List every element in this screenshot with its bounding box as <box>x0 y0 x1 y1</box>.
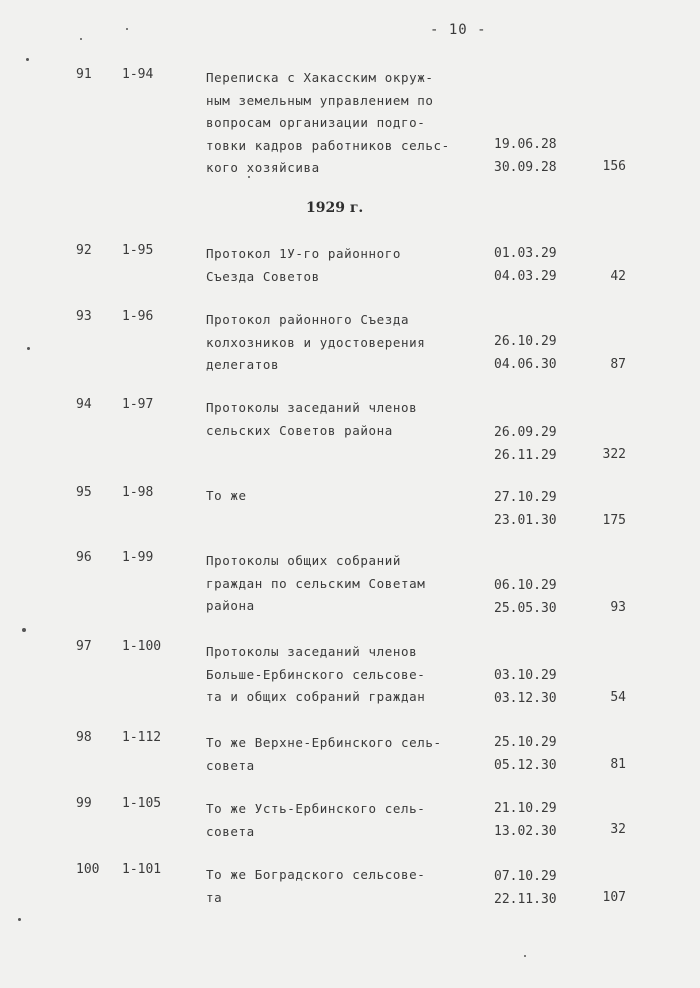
entry-title <box>206 309 425 377</box>
entry-dates <box>494 665 557 710</box>
entry-dates <box>494 243 557 288</box>
entry-code: 1-105 <box>122 796 162 811</box>
title-line: колхозников и удостоверения <box>206 334 426 350</box>
date-end: 25.05.30 <box>494 600 557 616</box>
entry-number: 97 <box>76 639 92 654</box>
entry-dates <box>494 487 557 532</box>
title-line: То же Верхне-Ербинского сель- <box>206 735 442 750</box>
entry-code: 1-97 <box>122 397 154 412</box>
entry-number: 95 <box>76 485 92 500</box>
date-start: 01.03.29 <box>494 246 557 261</box>
sheet-count: 93 <box>610 600 626 615</box>
sheet-count: 42 <box>610 269 626 284</box>
date-start: 07.10.29 <box>494 869 557 884</box>
entry-code: 1-94 <box>122 67 154 82</box>
date-start: 26.09.29 <box>494 425 557 440</box>
title-line: Переписка с Хакасским окруж- <box>206 70 434 85</box>
date-start: 27.10.29 <box>494 490 557 505</box>
title-line: та и общих собраний граждан <box>206 689 426 704</box>
entry-title <box>206 641 425 709</box>
entry-title <box>206 67 450 180</box>
date-start: 25.10.29 <box>494 735 557 750</box>
sheet-count: 87 <box>610 357 626 372</box>
entry-title <box>206 864 425 909</box>
entry-number: 100 <box>76 862 100 877</box>
entry-code: 1-100 <box>122 639 162 654</box>
date-end: 04.06.30 <box>494 356 557 372</box>
title-line: кого хозяйсива <box>206 160 320 175</box>
title-line: граждан по сельским Советам <box>206 575 426 591</box>
title-line: района <box>206 598 255 613</box>
title-line: вопросам организации подго- <box>206 115 426 130</box>
date-end: 04.03.29 <box>494 268 557 284</box>
entry-title <box>206 485 247 508</box>
title-line: То же Боградского сельсове- <box>206 867 426 882</box>
scan-speck <box>80 38 82 40</box>
sheet-count: 54 <box>610 690 626 705</box>
entry-code: 1-96 <box>122 309 154 324</box>
date-start: 21.10.29 <box>494 801 557 816</box>
entry-title <box>206 243 401 288</box>
date-end: 05.12.30 <box>494 757 557 773</box>
scan-speck <box>126 28 128 30</box>
entry-title <box>206 798 425 843</box>
date-end: 03.12.30 <box>494 690 557 706</box>
entry-number: 91 <box>76 67 92 82</box>
date-start: 26.10.29 <box>494 334 557 349</box>
entry-title <box>206 397 417 442</box>
entry-number: 98 <box>76 730 92 745</box>
title-line: То же <box>206 488 247 503</box>
title-line: та <box>206 889 223 905</box>
scan-speck <box>524 955 526 957</box>
sheet-count: 156 <box>602 159 626 174</box>
entry-code: 1-101 <box>122 862 162 877</box>
date-start: 06.10.29 <box>494 578 557 593</box>
title-line: Протокол районного Съезда <box>206 312 410 327</box>
sheet-count: 107 <box>602 890 626 905</box>
sheet-count: 81 <box>610 757 626 772</box>
entry-code: 1-112 <box>122 730 162 745</box>
entry-number: 94 <box>76 397 92 412</box>
entry-dates <box>494 866 557 911</box>
sheet-count: 175 <box>602 513 626 528</box>
title-line: делегатов <box>206 357 280 372</box>
title-line: То же Усть-Ербинского сель- <box>206 801 426 816</box>
date-start: 03.10.29 <box>494 668 557 683</box>
date-start: 19.06.28 <box>494 137 557 152</box>
entry-dates <box>494 575 557 620</box>
entry-dates <box>494 798 557 843</box>
entry-code: 1-99 <box>122 550 154 565</box>
title-line: Протоколы общих собраний <box>206 553 402 568</box>
entry-dates <box>494 134 557 179</box>
scan-speck <box>248 176 250 178</box>
page-number: - 10 - <box>430 22 487 38</box>
title-line: Съезда Советов <box>206 268 320 284</box>
entry-number: 99 <box>76 796 92 811</box>
date-end: 22.11.30 <box>494 891 557 907</box>
date-end: 26.11.29 <box>494 447 557 463</box>
title-line: Протоколы заседаний членов <box>206 400 418 415</box>
sheet-count: 322 <box>602 447 626 462</box>
title-line: сельских Советов района <box>206 422 393 438</box>
title-line: товки кадров работников сельс- <box>206 137 450 153</box>
date-end: 13.02.30 <box>494 823 557 839</box>
sheet-count: 32 <box>610 822 626 837</box>
entry-title <box>206 732 442 777</box>
scan-speck <box>22 628 26 632</box>
entry-number: 92 <box>76 243 92 258</box>
entry-dates <box>494 732 557 777</box>
year-heading: 1929 г. <box>306 200 364 216</box>
entry-code: 1-95 <box>122 243 154 258</box>
scan-speck <box>27 347 30 350</box>
date-end: 23.01.30 <box>494 512 557 528</box>
entry-number: 93 <box>76 309 92 324</box>
date-end: 30.09.28 <box>494 159 557 175</box>
title-line: Протокол 1У-го районного <box>206 246 402 261</box>
title-line: Больше-Ербинского сельсове- <box>206 666 426 682</box>
scan-speck <box>18 918 21 921</box>
title-line: совета <box>206 823 255 839</box>
title-line: совета <box>206 757 255 773</box>
entry-dates <box>494 422 557 467</box>
scan-speck <box>26 58 29 61</box>
entry-title <box>206 550 425 618</box>
title-line: ным земельным управлением по <box>206 92 434 108</box>
entry-dates <box>494 331 557 376</box>
title-line: Протоколы заседаний членов <box>206 644 418 659</box>
entry-number: 96 <box>76 550 92 565</box>
entry-code: 1-98 <box>122 485 154 500</box>
